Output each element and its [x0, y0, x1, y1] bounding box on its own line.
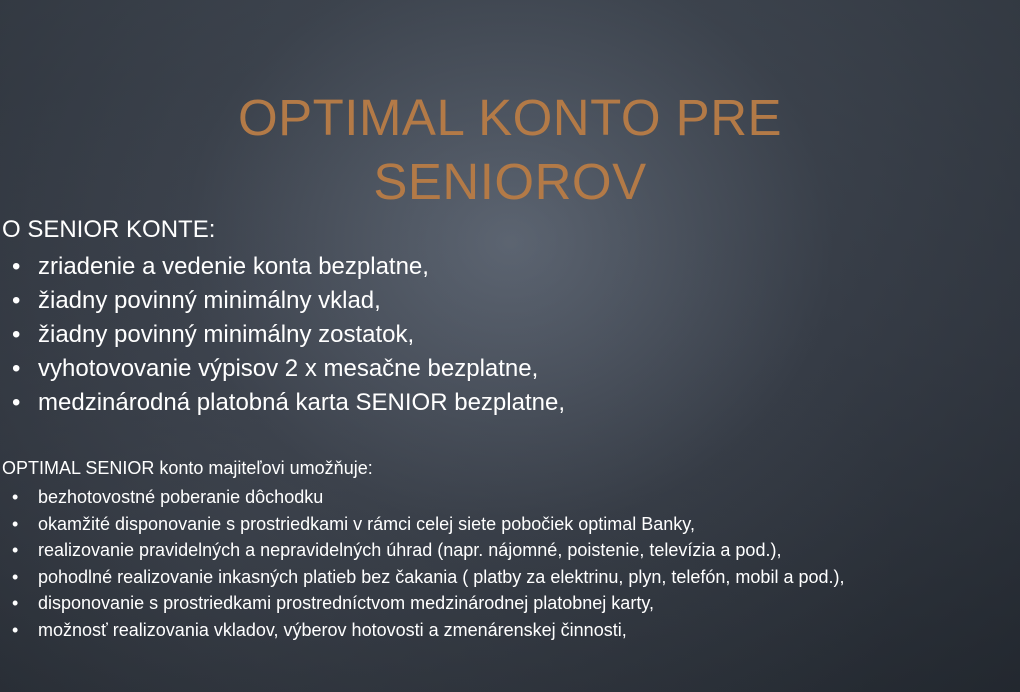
slide-title	[0, 86, 1020, 214]
section-2-heading: OPTIMAL SENIOR konto majiteľovi umožňuje:	[2, 458, 373, 478]
section-1-heading: O SENIOR KONTE:	[2, 216, 216, 243]
list-item: • zriadenie a vedenie konta bezplatne,	[10, 250, 1010, 284]
list-item: • vyhotovovanie výpisov 2 x mesačne bezplatne,	[10, 352, 1010, 386]
list-item: • okamžité disponovanie s prostriedkami v rámci celej siete pobočiek optimal Banky,	[10, 511, 1020, 538]
list-item: • možnosť realizovania vkladov, výberov hotovosti a zmenárenskej činnosti,	[10, 617, 1020, 644]
list-item: • disponovanie s prostriedkami prostredníctvom medzinárodnej platobnej karty,	[10, 590, 1020, 617]
list-item: • medzinárodná platobná karta SENIOR bezplatne,	[10, 386, 1010, 420]
slide-title-line-2: SENIOROV	[373, 153, 647, 210]
list-item: • žiadny povinný minimálny vklad,	[10, 284, 1010, 318]
section-2-list	[10, 484, 1020, 643]
slide-title-line-1: OPTIMAL KONTO PRE	[237, 89, 783, 146]
list-item: • žiadny povinný minimálny zostatok,	[10, 318, 1010, 352]
list-item: • bezhotovostné poberanie dôchodku	[10, 484, 1020, 511]
list-item: • pohodlné realizovanie inkasných platieb bez čakania ( platby za elektrinu, plyn, telefón, mobil a pod.),	[10, 564, 1020, 591]
list-item: • realizovanie pravidelných a nepravidelných úhrad (napr. nájomné, poistenie, televízia a pod.),	[10, 537, 1020, 564]
section-1-list	[10, 250, 1010, 420]
